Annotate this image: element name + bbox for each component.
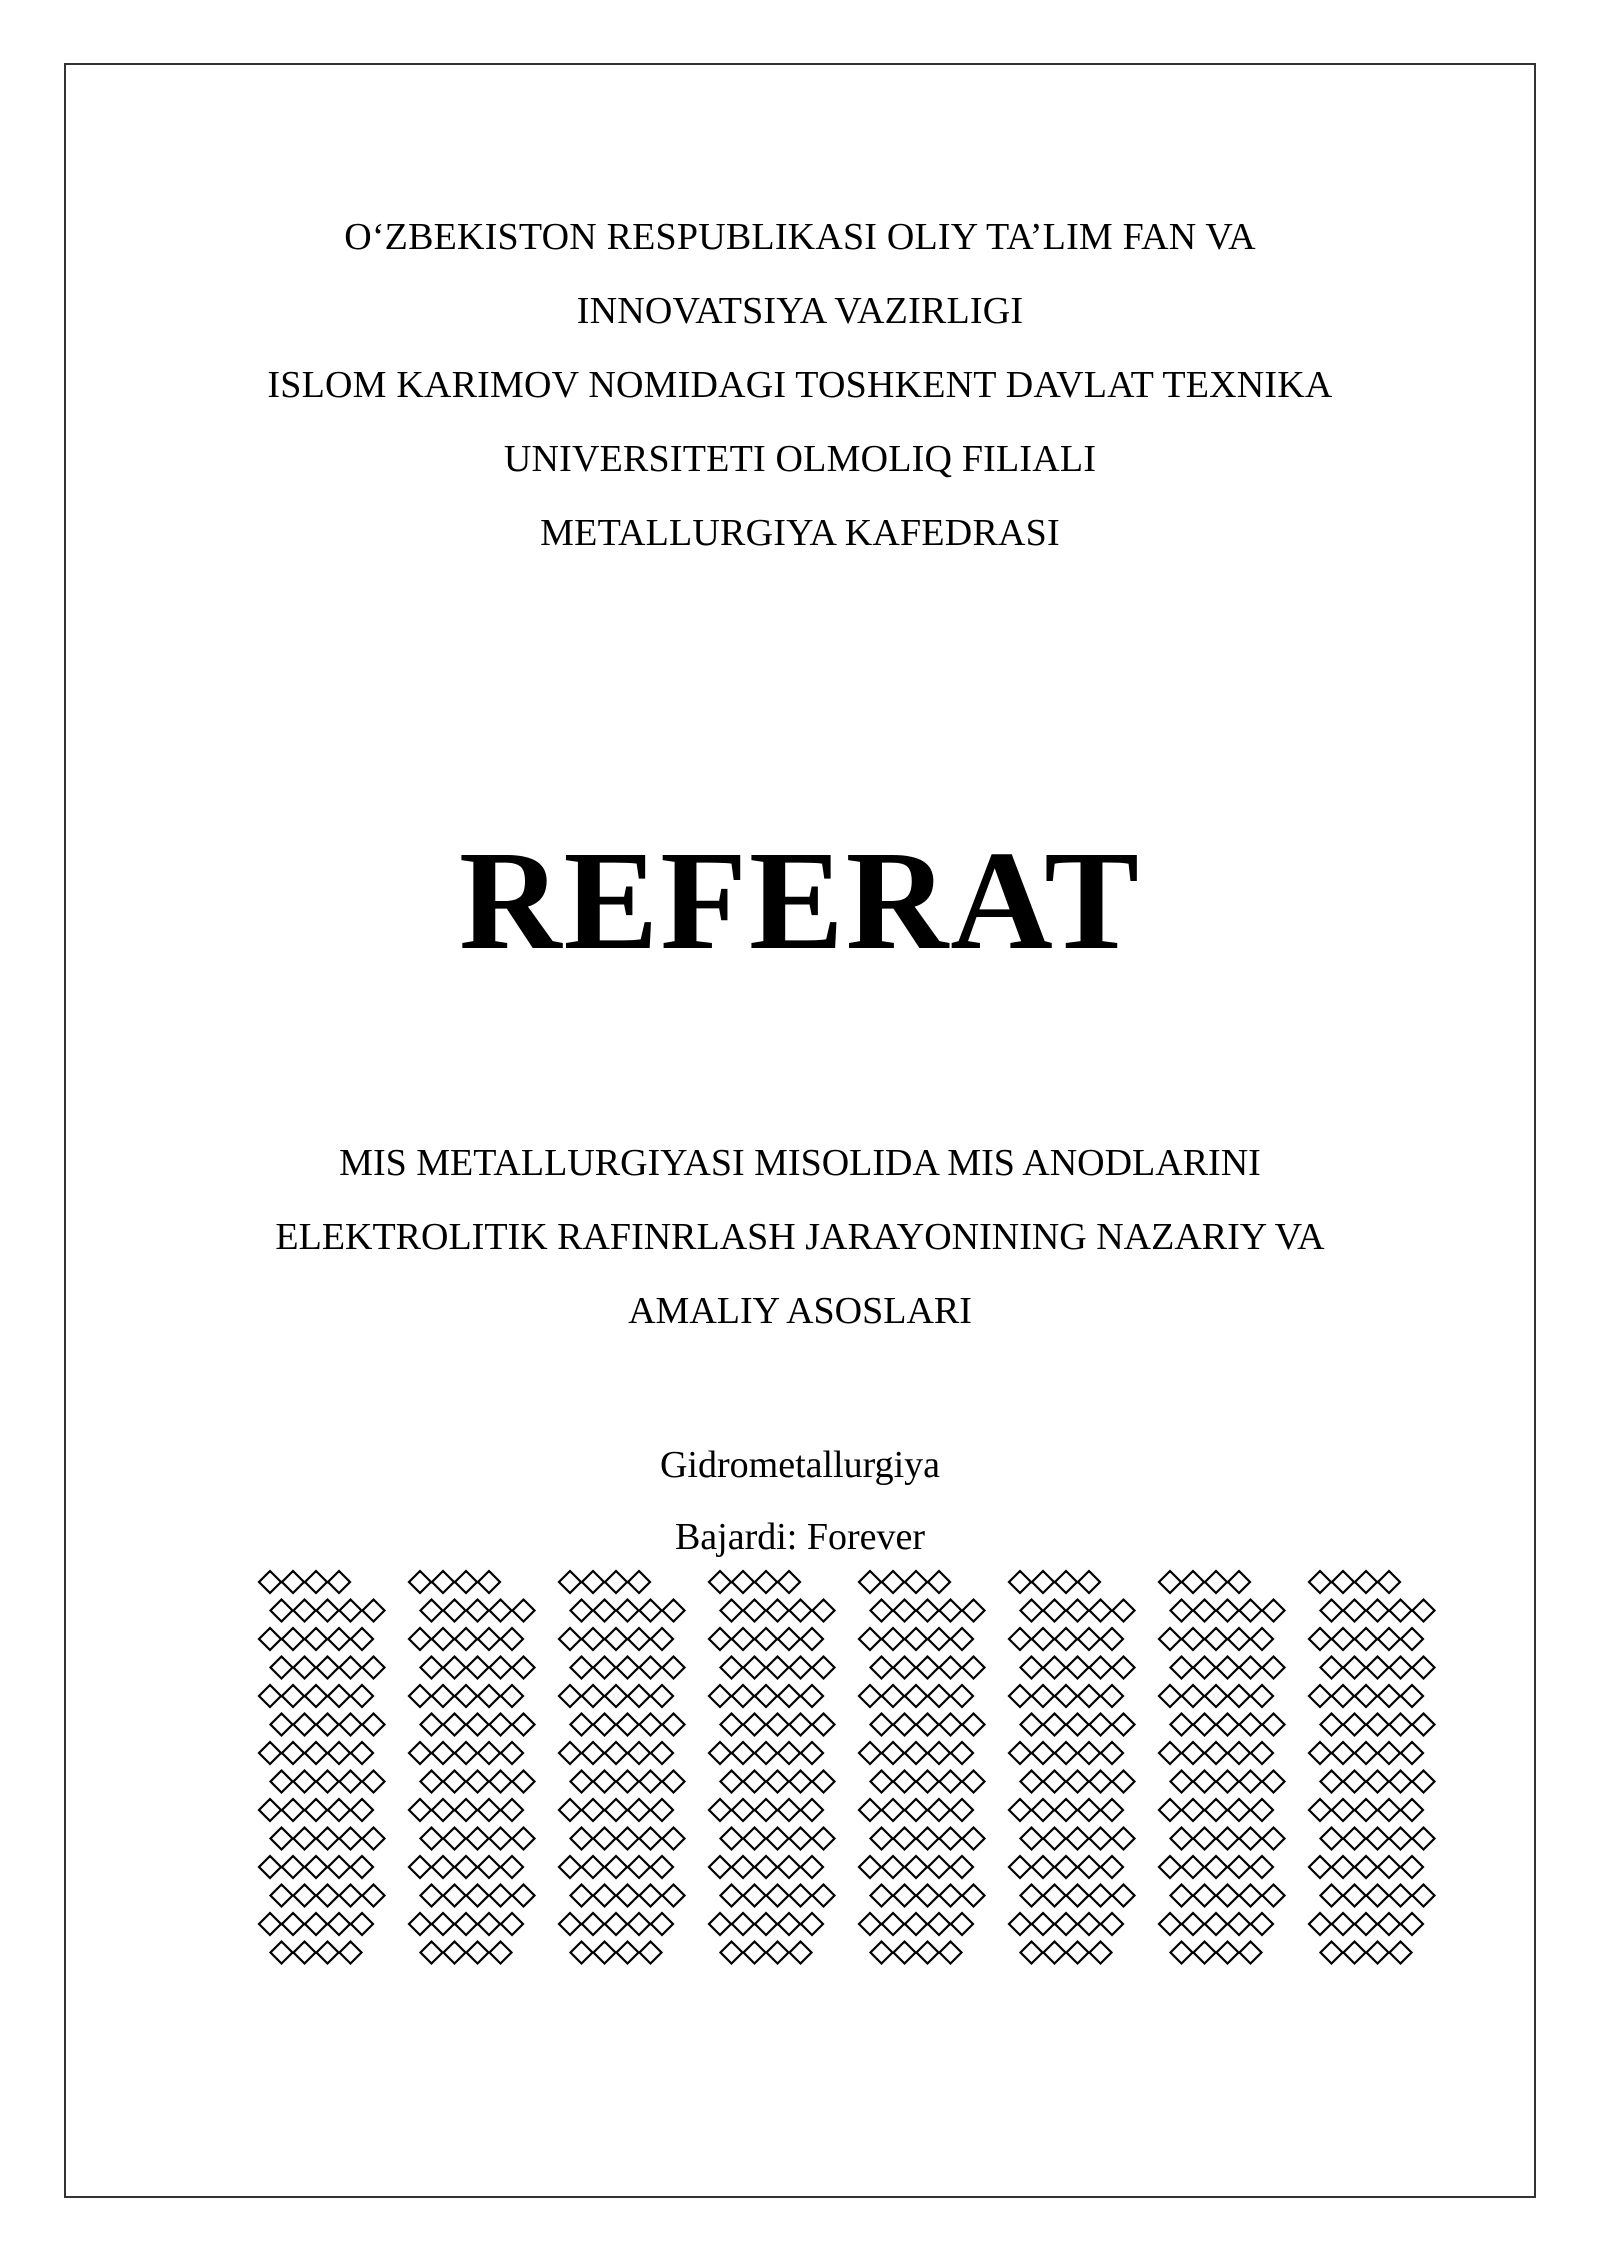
author-line: Bajardi: Forever xyxy=(674,1516,926,1558)
diamond-lattice-pattern-icon xyxy=(256,1568,1456,1978)
topic-line: AMALIY ASOSLARI xyxy=(628,1290,972,1332)
topic-line: ELEKTROLITIK RAFINRLASH JARAYONINING NAZARIY VA xyxy=(275,1216,1325,1258)
subject-name: Gidrometallurgiya xyxy=(659,1444,940,1486)
header-line: INNOVATSIYA VAZIRLIGI xyxy=(576,290,1024,332)
diamond-lattice-path xyxy=(259,1571,1435,1964)
topic-line: MIS METALLURGIYASI MISOLIDA MIS ANODLARINI xyxy=(339,1142,1261,1184)
topic-heading xyxy=(64,1126,1536,1348)
header-line: METALLURGIYA KAFEDRASI xyxy=(540,512,1060,554)
header-line: UNIVERSITETI OLMOLIQ FILIALI xyxy=(503,438,1097,480)
institution-header xyxy=(64,200,1536,570)
header-line: ISLOM KARIMOV NOMIDAGI TOSHKENT DAVLAT TEXNIKA xyxy=(267,364,1333,406)
document-title: REFERAT xyxy=(459,821,1141,979)
header-line: O‘ZBEKISTON RESPUBLIKASI OLIY TA’LIM FAN VA xyxy=(344,216,1256,258)
